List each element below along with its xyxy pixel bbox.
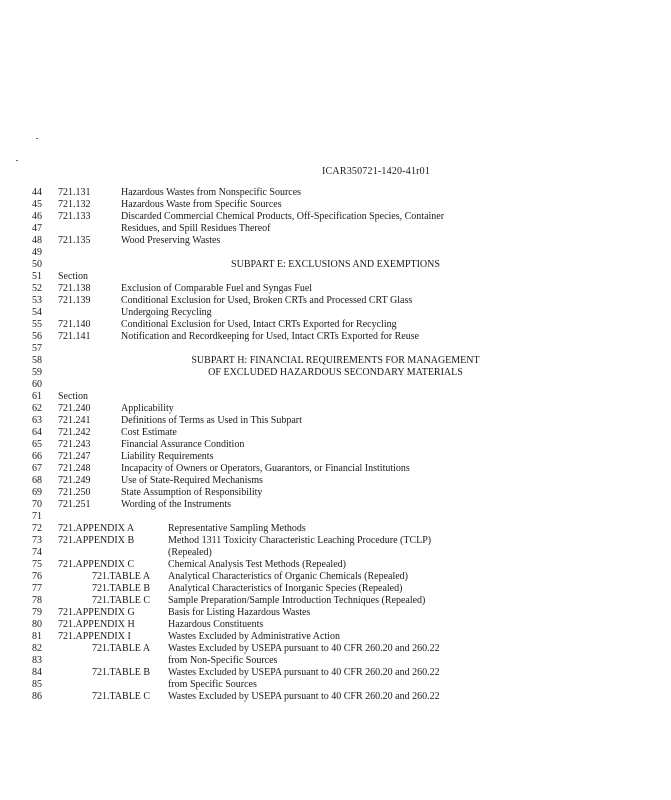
section-number: 721.248 (58, 463, 91, 474)
table-number: 721.TABLE B (92, 667, 151, 678)
appendix-number: 721.APPENDIX A (58, 523, 135, 534)
document-code: ICAR350721-1420-41r01 (322, 166, 431, 177)
scan-speck (16, 160, 18, 161)
line-number: 82 (32, 643, 42, 654)
section-number: 721.132 (58, 199, 91, 210)
line-row (0, 343, 671, 355)
line-number: 72 (32, 523, 42, 534)
subpart-heading: OF EXCLUDED HAZARDOUS SECONDARY MATERIALS (208, 367, 463, 378)
section-title: Conditional Exclusion for Used, Intact CRTs Exported for Recycling (121, 319, 397, 330)
line-number: 58 (32, 355, 42, 366)
line-number: 73 (32, 535, 42, 546)
line-number: 62 (32, 403, 42, 414)
section-number: 721.241 (58, 415, 91, 426)
section-number: 721.135 (58, 235, 91, 246)
line-number: 52 (32, 283, 42, 294)
line-number: 59 (32, 367, 42, 378)
line-number: 78 (32, 595, 42, 606)
line-row (0, 655, 671, 667)
line-row (0, 451, 671, 463)
appendix-title: Wastes Excluded by USEPA pursuant to 40 CFR 260.20 and 260.22 (168, 691, 440, 702)
section-title: Hazardous Wastes from Nonspecific Sources (121, 187, 302, 198)
line-row (0, 607, 671, 619)
section-number: 721.138 (58, 283, 91, 294)
line-row (0, 223, 671, 235)
line-number: 74 (32, 547, 42, 558)
table-number: 721.TABLE C (92, 595, 151, 606)
section-title: Conditional Exclusion for Used, Broken CRTs and Processed CRT Glass (121, 295, 413, 306)
appendix-number: 721.APPENDIX C (58, 559, 135, 570)
line-number: 51 (32, 271, 42, 282)
line-number: 69 (32, 487, 42, 498)
line-number: 60 (32, 379, 42, 390)
line-row (0, 259, 671, 271)
line-row (0, 235, 671, 247)
line-number: 85 (32, 679, 42, 690)
line-row (0, 583, 671, 595)
appendix-number: 721.APPENDIX B (58, 535, 135, 546)
line-row (0, 247, 671, 259)
line-row (0, 511, 671, 523)
line-number: 54 (32, 307, 42, 318)
section-title: Definitions of Terms as Used in This Subpart (121, 415, 302, 426)
line-row (0, 391, 671, 403)
subpart-heading: SUBPART E: EXCLUSIONS AND EXEMPTIONS (231, 259, 440, 270)
line-row (0, 667, 671, 679)
line-number: 55 (32, 319, 42, 330)
line-number: 79 (32, 607, 42, 618)
line-row (0, 475, 671, 487)
line-row (0, 367, 671, 379)
table-of-contents (0, 187, 671, 703)
line-row (0, 619, 671, 631)
appendix-title: Chemical Analysis Test Methods (Repealed) (168, 559, 346, 570)
scan-speck (36, 138, 38, 139)
section-title: Exclusion of Comparable Fuel and Syngas Fuel (121, 283, 313, 294)
line-row (0, 211, 671, 223)
line-number: 50 (32, 259, 42, 270)
appendix-title: from Non-Specific Sources (168, 655, 278, 666)
section-title: Wording of the Instruments (121, 499, 232, 510)
appendix-title: Analytical Characteristics of Organic Chemicals (Repealed) (168, 571, 408, 582)
section-title: Applicability (121, 403, 174, 414)
line-number: 86 (32, 691, 42, 702)
line-row (0, 547, 671, 559)
line-row (0, 307, 671, 319)
section-title: Cost Estimate (121, 427, 177, 438)
appendix-title: Basis for Listing Hazardous Wastes (168, 607, 311, 618)
line-number: 70 (32, 499, 42, 510)
table-number: 721.TABLE A (92, 643, 151, 654)
appendix-title: Wastes Excluded by Administrative Action (168, 631, 340, 642)
appendix-title: Wastes Excluded by USEPA pursuant to 40 CFR 260.20 and 260.22 (168, 643, 440, 654)
line-number: 57 (32, 343, 42, 354)
section-title: Residues, and Spill Residues Thereof (121, 223, 271, 234)
table-number: 721.TABLE B (92, 583, 151, 594)
line-number: 46 (32, 211, 42, 222)
line-row (0, 379, 671, 391)
line-number: 56 (32, 331, 42, 342)
line-row (0, 643, 671, 655)
section-number: 721.133 (58, 211, 91, 222)
section-number: Section (58, 391, 88, 402)
line-row (0, 403, 671, 415)
section-number: 721.240 (58, 403, 91, 414)
section-title: Liability Requirements (121, 451, 214, 462)
section-title: Financial Assurance Condition (121, 439, 245, 450)
line-row (0, 463, 671, 475)
section-number: 721.131 (58, 187, 91, 198)
line-row (0, 679, 671, 691)
line-row (0, 415, 671, 427)
section-number: 721.242 (58, 427, 91, 438)
section-number: 721.247 (58, 451, 91, 462)
line-number: 71 (32, 511, 42, 522)
line-row (0, 571, 671, 583)
appendix-title: Hazardous Constituents (168, 619, 264, 630)
line-row (0, 427, 671, 439)
section-number: 721.141 (58, 331, 91, 342)
section-number: 721.251 (58, 499, 91, 510)
line-number: 63 (32, 415, 42, 426)
section-title: Wood Preserving Wastes (121, 235, 221, 246)
line-row (0, 283, 671, 295)
line-row (0, 523, 671, 535)
section-title: Undergoing Recycling (121, 307, 212, 318)
line-number: 44 (32, 187, 42, 198)
line-number: 65 (32, 439, 42, 450)
line-row (0, 199, 671, 211)
section-number: Section (58, 271, 88, 282)
line-row (0, 187, 671, 199)
line-number: 49 (32, 247, 42, 258)
table-number: 721.TABLE A (92, 571, 151, 582)
section-number: 721.140 (58, 319, 91, 330)
section-number: 721.139 (58, 295, 91, 306)
line-row (0, 439, 671, 451)
appendix-title: Analytical Characteristics of Inorganic Species (Repealed) (168, 583, 403, 594)
line-row (0, 595, 671, 607)
line-number: 80 (32, 619, 42, 630)
section-title: Hazardous Waste from Specific Sources (121, 199, 282, 210)
line-number: 64 (32, 427, 42, 438)
line-row (0, 355, 671, 367)
subpart-heading: SUBPART H: FINANCIAL REQUIREMENTS FOR MANAGEMENT (191, 355, 480, 366)
section-number: 721.250 (58, 487, 91, 498)
appendix-title: from Specific Sources (168, 679, 257, 690)
appendix-number: 721.APPENDIX H (58, 619, 135, 630)
line-row (0, 295, 671, 307)
section-number: 721.243 (58, 439, 91, 450)
line-number: 66 (32, 451, 42, 462)
line-number: 48 (32, 235, 42, 246)
line-row (0, 319, 671, 331)
line-number: 84 (32, 667, 42, 678)
line-row (0, 631, 671, 643)
line-row (0, 691, 671, 703)
line-number: 75 (32, 559, 42, 570)
line-number: 47 (32, 223, 42, 234)
line-number: 53 (32, 295, 42, 306)
line-number: 68 (32, 475, 42, 486)
line-row (0, 499, 671, 511)
appendix-number: 721.APPENDIX G (58, 607, 135, 618)
line-number: 76 (32, 571, 42, 582)
appendix-number: 721.APPENDIX I (58, 631, 131, 642)
table-number: 721.TABLE C (92, 691, 151, 702)
appendix-title: Sample Preparation/Sample Introduction Techniques (Repealed) (168, 595, 426, 606)
appendix-title: (Repealed) (168, 547, 212, 558)
section-title: Notification and Recordkeeping for Used, Intact CRTs Exported for Reuse (121, 331, 420, 342)
line-number: 81 (32, 631, 42, 642)
line-number: 45 (32, 199, 42, 210)
line-row (0, 559, 671, 571)
appendix-title: Representative Sampling Methods (168, 523, 306, 534)
section-title: State Assumption of Responsibility (121, 487, 263, 498)
line-number: 67 (32, 463, 42, 474)
section-title: Discarded Commercial Chemical Products, Off-Specification Species, Container (121, 211, 445, 222)
section-title: Incapacity of Owners or Operators, Guarantors, or Financial Institutions (121, 463, 410, 474)
line-number: 61 (32, 391, 42, 402)
appendix-title: Wastes Excluded by USEPA pursuant to 40 CFR 260.20 and 260.22 (168, 667, 440, 678)
line-number: 77 (32, 583, 42, 594)
line-row (0, 271, 671, 283)
section-number: 721.249 (58, 475, 91, 486)
line-number: 83 (32, 655, 42, 666)
appendix-title: Method 1311 Toxicity Characteristic Leaching Procedure (TCLP) (168, 535, 432, 546)
section-title: Use of State-Required Mechanisms (121, 475, 263, 486)
line-row (0, 331, 671, 343)
line-row (0, 487, 671, 499)
line-row (0, 535, 671, 547)
